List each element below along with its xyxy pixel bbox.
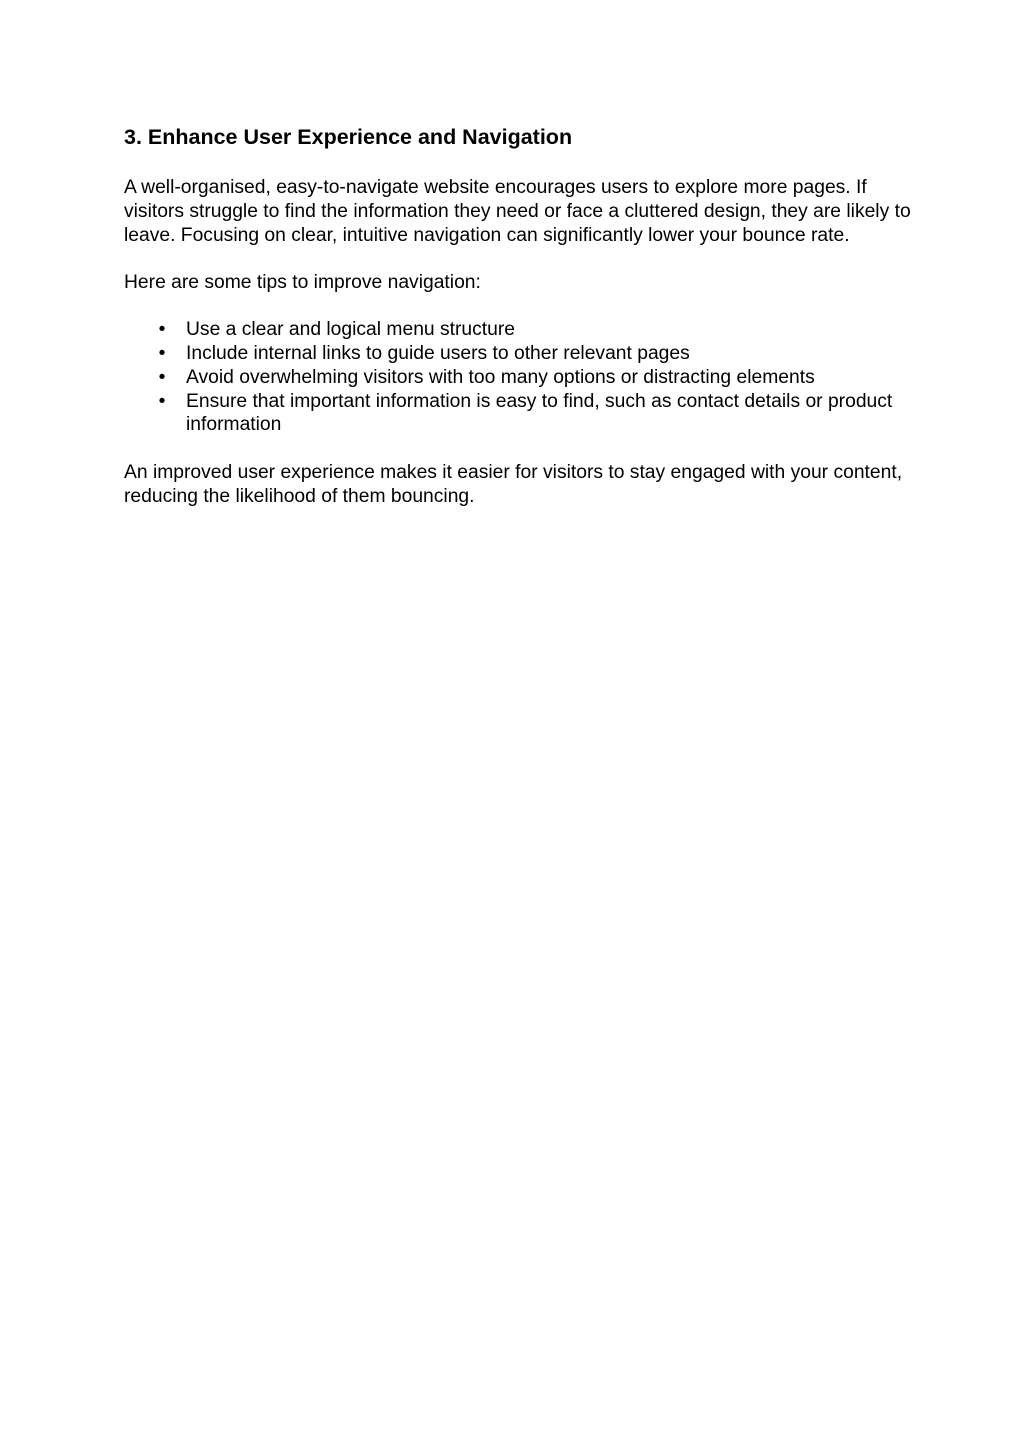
bullet-icon: •: [158, 390, 166, 412]
list-item-text: Use a clear and logical menu structure: [186, 319, 516, 341]
tips-intro-paragraph: Here are some tips to improve navigation:: [124, 271, 481, 293]
list-item: [124, 366, 914, 390]
list-item: [124, 318, 914, 342]
bullet-icon: •: [158, 342, 166, 364]
section-heading: 3. Enhance User Experience and Navigation: [124, 125, 573, 149]
list-item-text: Include internal links to guide users to other relevant pages: [186, 342, 690, 364]
list-item-text: Avoid overwhelming visitors with too many options or distracting elements: [186, 366, 815, 388]
document-page: [124, 122, 914, 532]
list-item: [124, 342, 914, 366]
bullet-icon: •: [158, 319, 166, 341]
list-item: [124, 390, 914, 438]
closing-paragraph: An improved user experience makes it easier for visitors to stay engaged with your content, reducing the likelihood of them bouncing.: [124, 462, 903, 507]
list-item-text: Ensure that important information is easy to find, such as contact details or product information: [186, 390, 893, 436]
bullet-icon: •: [158, 366, 166, 388]
intro-paragraph: A well-organised, easy-to-navigate website encourages users to explore more pages. If visitors struggle to find the information they need or face a cluttered design, they are likely to leave. Focusing on clear, intuitive navigation can significantly lower your bounce rate.: [124, 177, 911, 246]
tips-list: [124, 318, 914, 437]
